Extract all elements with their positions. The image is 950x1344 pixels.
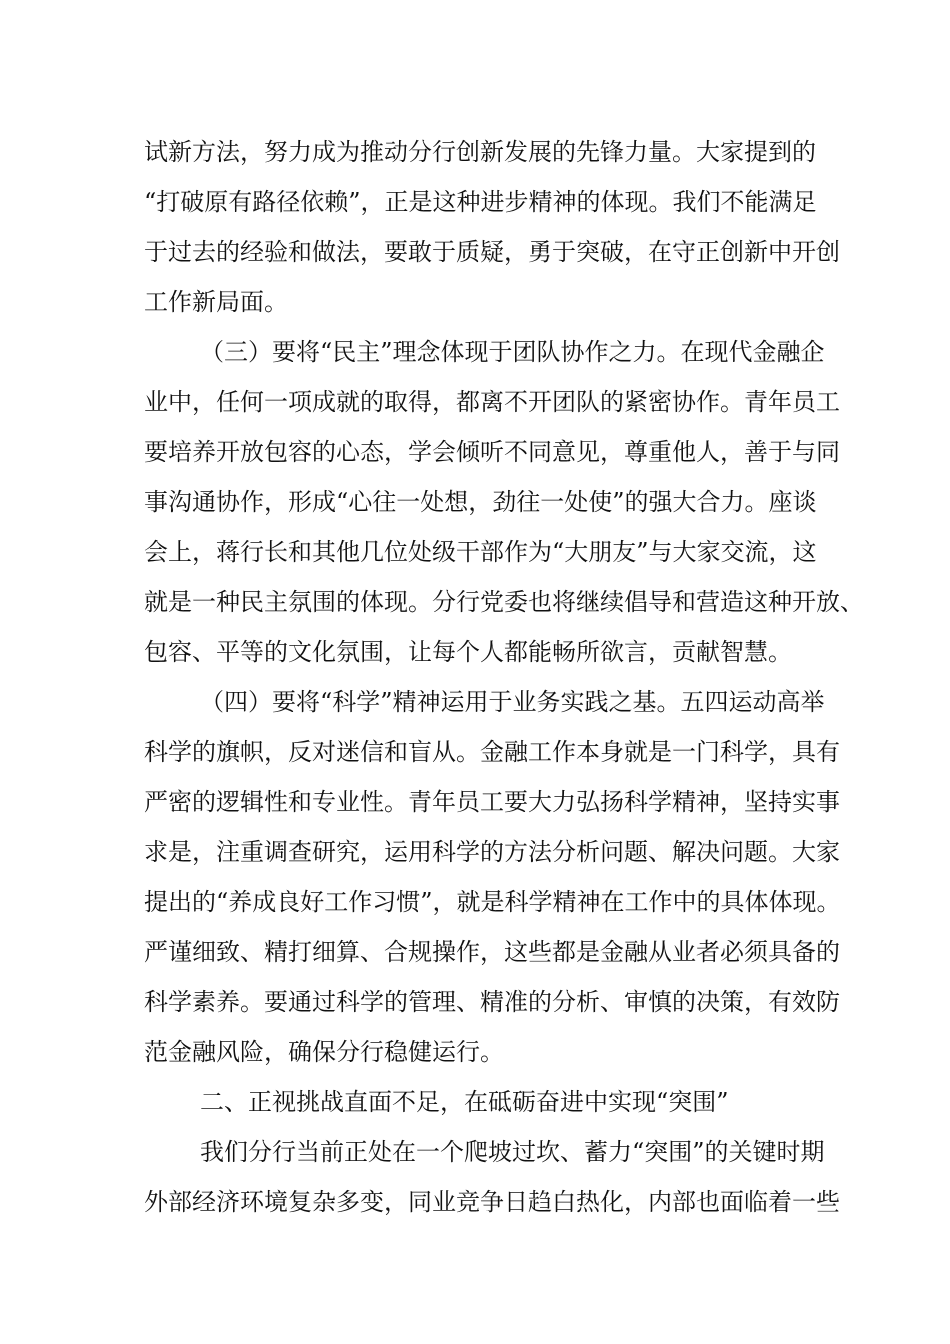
paragraph-line: 严密的逻辑性和专业性。青年员工要大力弘扬科学精神，坚持实事 [144, 788, 840, 816]
section-4-line: （四）要将“科学”精神运用于业务实践之基。五四运动高举 [200, 688, 825, 716]
paragraph-line: 严谨细致、精打细算、合规操作，这些都是金融从业者必须具备的 [144, 938, 840, 966]
paragraph-line: “打破原有路径依赖”，正是这种进步精神的体现。我们不能满足 [144, 188, 817, 216]
paragraph-line: 包容、平等的文化氛围，让每个人都能畅所欲言，贡献智慧。 [144, 638, 792, 666]
paragraph-line: 事沟通协作，形成“心往一处想，劲往一处使”的强大合力。座谈 [144, 488, 817, 516]
paragraph-line: 于过去的经验和做法，要敢于质疑，勇于突破，在守正创新中开创 [144, 238, 840, 266]
paragraph-line: 工作新局面。 [144, 288, 288, 316]
paragraph-line: 要培养开放包容的心态，学会倾听不同意见，尊重他人，善于与同 [144, 438, 840, 466]
paragraph-line: 求是，注重调查研究，运用科学的方法分析问题、解决问题。大家 [144, 838, 840, 866]
paragraph-line: 科学的旗帜，反对迷信和盲从。金融工作本身就是一门科学，具有 [144, 738, 840, 766]
paragraph-line: 业中，任何一项成就的取得，都离不开团队的紧密协作。青年员工 [144, 388, 840, 416]
paragraph-line: 外部经济环境复杂多变，同业竞争日趋白热化，内部也面临着一些 [144, 1188, 840, 1216]
paragraph-line: 就是一种民主氛围的体现。分行党委也将继续倡导和营造这种开放、 [144, 588, 864, 616]
section-heading-2: 二、正视挑战直面不足，在砥砺奋进中实现“突围” [200, 1088, 729, 1116]
paragraph-line: 范金融风险，确保分行稳健运行。 [144, 1038, 504, 1066]
paragraph-line: 试新方法，努力成为推动分行创新发展的先锋力量。大家提到的 [144, 138, 816, 166]
paragraph-line: 我们分行当前正处在一个爬坡过坎、蓄力“突围”的关键时期 [200, 1138, 825, 1166]
paragraph-line: 提出的“养成良好工作习惯”，就是科学精神在工作中的具体体现。 [144, 888, 841, 916]
section-3-line: （三）要将“民主”理念体现于团队协作之力。在现代金融企 [200, 338, 825, 366]
paragraph-line: 科学素养。要通过科学的管理、精准的分析、审慎的决策，有效防 [144, 988, 840, 1016]
paragraph-line: 会上，蒋行长和其他几位处级干部作为“大朋友”与大家交流，这 [144, 538, 817, 566]
